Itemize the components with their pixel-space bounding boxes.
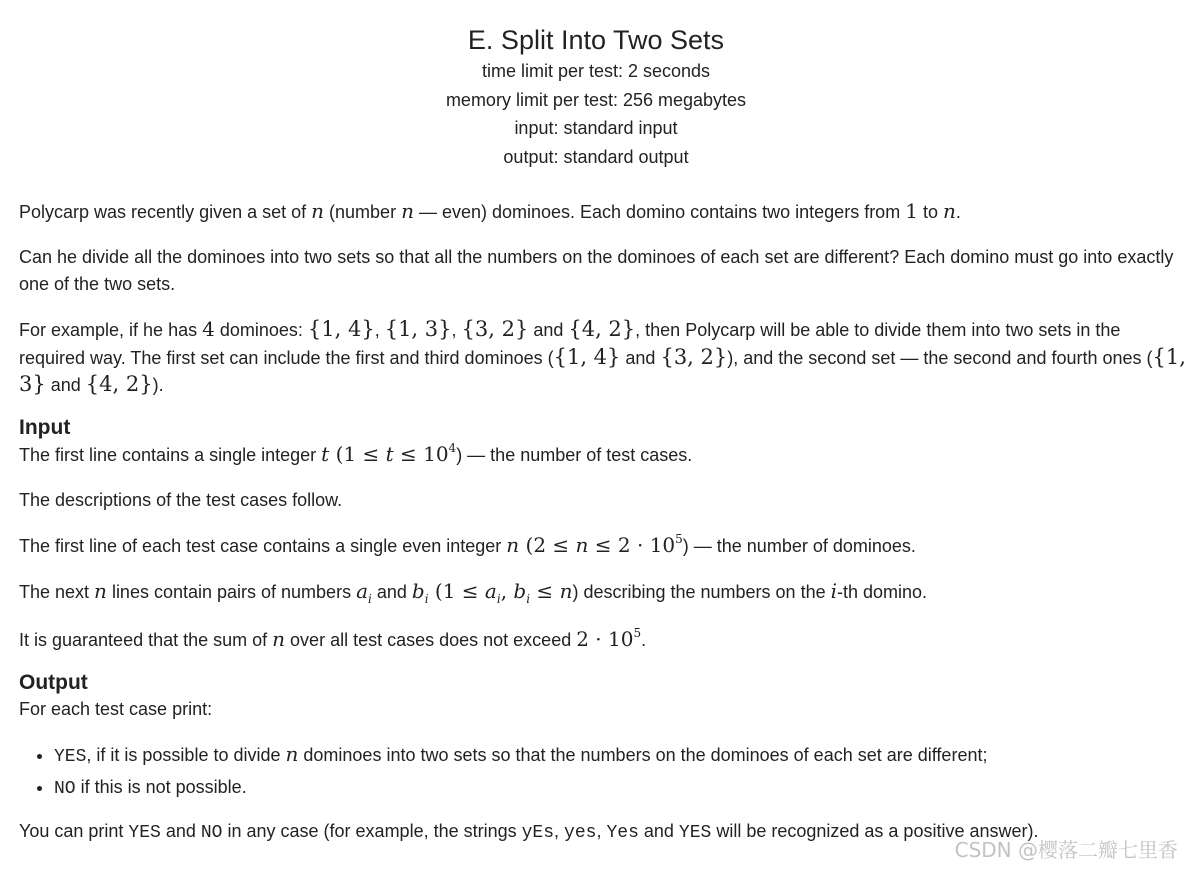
csdn-watermark: CSDN @樱落二瓣七里香: [954, 838, 1178, 862]
output-list-item: • YES, if it is possible to divide n dominoes into two sets so that the numbers on the dominoes of each set are different;: [54, 739, 1189, 772]
input-line-2: The descriptions of the test cases follow.: [19, 489, 343, 510]
time-limit: time limit per test: 2 seconds: [481, 61, 711, 81]
output-heading: Output: [19, 670, 88, 694]
problem-title: E. Split Into Two Sets: [467, 25, 725, 55]
input-heading: Input: [19, 415, 71, 439]
input-line-3: The first line of each test case contains a single even integer n $(2 \le n \le 2 \cdot 10^5)$ — the number of dominoes.: [19, 531, 916, 557]
output-type: output: standard output: [503, 146, 689, 167]
problem-header: [0, 0, 1192, 171]
memory-limit: memory limit per test: 256 megabytes: [445, 89, 747, 110]
input-line-5: It is guaranteed that the sum of n over all test cases does not exceed $2 \cdot 10^5$.: [19, 625, 647, 651]
statement-paragraph-2: Can he divide all the dominoes into two sets so that all the numbers on the dominoes of each set are different? Each domino must go into exactly one of the two sets.: [19, 247, 1174, 294]
input-section: [19, 415, 1189, 654]
output-section: [19, 670, 1189, 847]
statement-paragraph-3: For example, if he has 4 dominoes: {1, 4}, {1, 3}, {3, 2} and {4, 2}, then Polycarp will be able to divide them into two sets in the required way. The first set can include the first and third dominoes ({1, 4} and {3, 2}), and the second set — the second and fourth ones ({1, 3} and {4, 2}).: [19, 317, 1186, 396]
input-line-1: The first line contains a single integer t $(1 \le t \le 10^4)$ — the number of test cases.: [19, 440, 693, 466]
input-line-4: The next n lines contain pairs of numbers $a_i$ and $b_i$ ($1 \le a_i$, $b_i \le n$) describing the numbers on the i-th domino.: [19, 578, 928, 606]
problem-limits: [0, 57, 1192, 171]
problem-statement: [19, 198, 1189, 847]
input-type: input: standard input: [514, 118, 678, 138]
output-list: [19, 739, 1189, 804]
output-list-item: • NO if this is not possible.: [54, 772, 1189, 804]
output-line-1: For each test case print:: [19, 698, 213, 719]
statement-paragraph-1: Polycarp was recently given a set of n (number n — even) dominoes. Each domino contains two integers from 1 to n.: [19, 199, 961, 223]
output-note: You can print YES and NO in any case (for example, the strings yEs, yes, Yes and YES will be recognized as a positive answer).: [19, 820, 1039, 843]
